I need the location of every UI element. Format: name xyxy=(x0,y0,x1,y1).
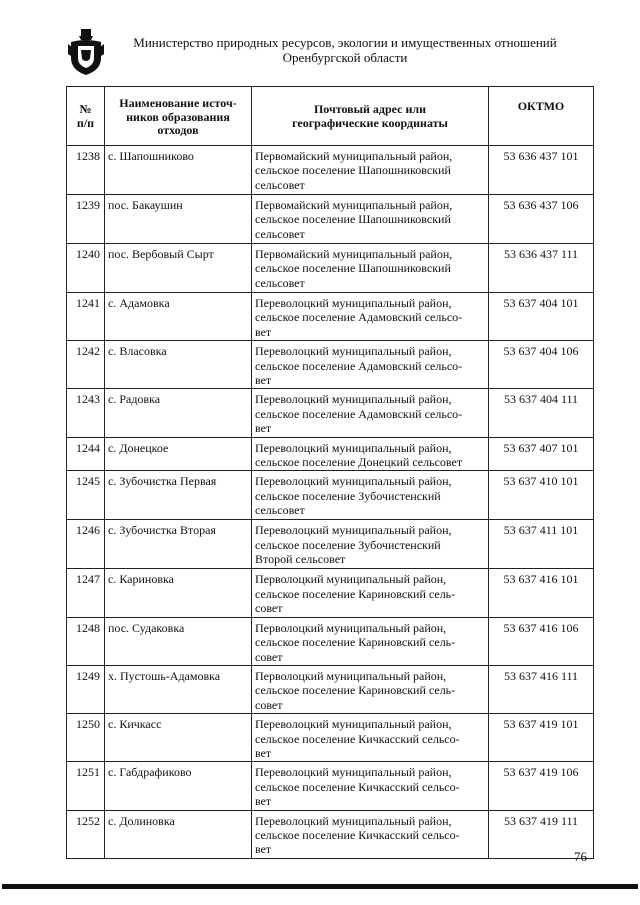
row-oktmo: 53 637 404 106 xyxy=(489,341,594,389)
table-row xyxy=(67,520,594,569)
table-row xyxy=(67,341,594,389)
col-header-name: Наименование источ- ников образования отходов xyxy=(105,87,252,146)
row-oktmo: 53 637 416 111 xyxy=(489,665,594,713)
col-header-address: Почтовый адрес или географические координаты xyxy=(252,87,489,146)
row-oktmo: 53 637 416 106 xyxy=(489,617,594,665)
row-oktmo: 53 637 419 101 xyxy=(489,714,594,762)
row-number: 1246 xyxy=(67,520,105,569)
row-number: 1240 xyxy=(67,244,105,293)
row-number: 1251 xyxy=(67,762,105,810)
row-address: Перволоцкий муниципальный район, сельское поселение Кариновский сель- совет xyxy=(252,569,489,617)
row-number: 1250 xyxy=(67,714,105,762)
row-number: 1241 xyxy=(67,293,105,341)
page-bottom-rule xyxy=(2,884,638,889)
row-address: Переволоцкий муниципальный район, сельское поселение Адамовский сельсо- вет xyxy=(252,293,489,341)
row-address: Переволоцкий муниципальный район, сельское поселение Адамовский сельсо- вет xyxy=(252,389,489,437)
row-source-name: с. Зубочистка Первая xyxy=(105,471,252,520)
row-oktmo: 53 637 410 101 xyxy=(489,471,594,520)
table-row xyxy=(67,195,594,244)
table-row xyxy=(67,665,594,713)
coat-of-arms-icon xyxy=(68,28,104,76)
row-source-name: с. Кичкасс xyxy=(105,714,252,762)
table-row xyxy=(67,714,594,762)
row-source-name: с. Зубочистка Вторая xyxy=(105,520,252,569)
table-row xyxy=(67,762,594,810)
row-source-name: с. Донецкое xyxy=(105,437,252,471)
table-header-row xyxy=(67,87,594,146)
row-oktmo: 53 637 416 101 xyxy=(489,569,594,617)
row-number: 1243 xyxy=(67,389,105,437)
row-source-name: с. Кариновка xyxy=(105,569,252,617)
row-address: Переволоцкий муниципальный район, сельское поселение Зубочистенский сельсовет xyxy=(252,471,489,520)
row-number: 1238 xyxy=(67,146,105,195)
header-ministry-name: Министерство природных ресурсов, экологии и имущественных отношений xyxy=(133,35,557,50)
row-address: Первомайский муниципальный район, сельское поселение Шапошниковский сельсовет xyxy=(252,195,489,244)
page-number: 76 xyxy=(574,849,587,864)
row-address: Переволоцкий муниципальный район, сельское поселение Кичкасский сельсо- вет xyxy=(252,714,489,762)
row-oktmo: 53 636 437 101 xyxy=(489,146,594,195)
table-row xyxy=(67,293,594,341)
row-source-name: пос. Судаковка xyxy=(105,617,252,665)
row-number: 1248 xyxy=(67,617,105,665)
row-number: 1247 xyxy=(67,569,105,617)
row-oktmo: 53 637 419 106 xyxy=(489,762,594,810)
row-number: 1252 xyxy=(67,810,105,858)
row-address: Первомайский муниципальный район, сельское поселение Шапошниковский сельсовет xyxy=(252,146,489,195)
header-region-name: Оренбургской области xyxy=(282,50,408,65)
table-row xyxy=(67,810,594,858)
row-source-name: с. Долиновка xyxy=(105,810,252,858)
row-number: 1242 xyxy=(67,341,105,389)
row-number: 1245 xyxy=(67,471,105,520)
table-row xyxy=(67,471,594,520)
table-row xyxy=(67,146,594,195)
row-address: Переволоцкий муниципальный район, сельское поселение Адамовский сельсо- вет xyxy=(252,341,489,389)
row-address: Переволоцкий муниципальный район, сельское поселение Кичкасский сельсо- вет xyxy=(252,762,489,810)
table-body xyxy=(67,146,594,859)
col-header-number: № п/п xyxy=(67,87,105,146)
row-oktmo: 53 637 404 101 xyxy=(489,293,594,341)
row-oktmo: 53 636 437 106 xyxy=(489,195,594,244)
row-source-name: пос. Вербовый Сырт xyxy=(105,244,252,293)
row-oktmo: 53 637 404 111 xyxy=(489,389,594,437)
col-header-oktmo: ОКТМО xyxy=(489,87,594,146)
row-source-name: с. Адамовка xyxy=(105,293,252,341)
table-row xyxy=(67,617,594,665)
row-source-name: с. Шапошниково xyxy=(105,146,252,195)
row-address: Перволоцкий муниципальный район, сельское поселение Кариновский сель- совет xyxy=(252,617,489,665)
row-oktmo: 53 637 407 101 xyxy=(489,437,594,471)
row-number: 1249 xyxy=(67,665,105,713)
row-source-name: с. Власовка xyxy=(105,341,252,389)
row-address: Перволоцкий муниципальный район, сельское поселение Кариновский сель- совет xyxy=(252,665,489,713)
row-source-name: с. Габдрафиково xyxy=(105,762,252,810)
row-address: Переволоцкий муниципальный район, сельское поселение Кичкасский сельсо- вет xyxy=(252,810,489,858)
row-address: Первомайский муниципальный район, сельское поселение Шапошниковский сельсовет xyxy=(252,244,489,293)
table-row xyxy=(67,437,594,471)
row-oktmo: 53 636 437 111 xyxy=(489,244,594,293)
table-row xyxy=(67,569,594,617)
row-number: 1244 xyxy=(67,437,105,471)
row-number: 1239 xyxy=(67,195,105,244)
row-oktmo: 53 637 419 111 xyxy=(489,810,594,858)
table-row xyxy=(67,389,594,437)
waste-sources-table xyxy=(66,86,594,859)
row-source-name: пос. Бакаушин xyxy=(105,195,252,244)
document-header xyxy=(120,35,570,65)
row-address: Переволоцкий муниципальный район, сельское поселение Донецкий сельсовет xyxy=(252,437,489,471)
row-oktmo: 53 637 411 101 xyxy=(489,520,594,569)
table-row xyxy=(67,244,594,293)
row-source-name: с. Радовка xyxy=(105,389,252,437)
row-address: Переволоцкий муниципальный район, сельское поселение Зубочистенский Второй сельсовет xyxy=(252,520,489,569)
row-source-name: х. Пустошь-Адамовка xyxy=(105,665,252,713)
